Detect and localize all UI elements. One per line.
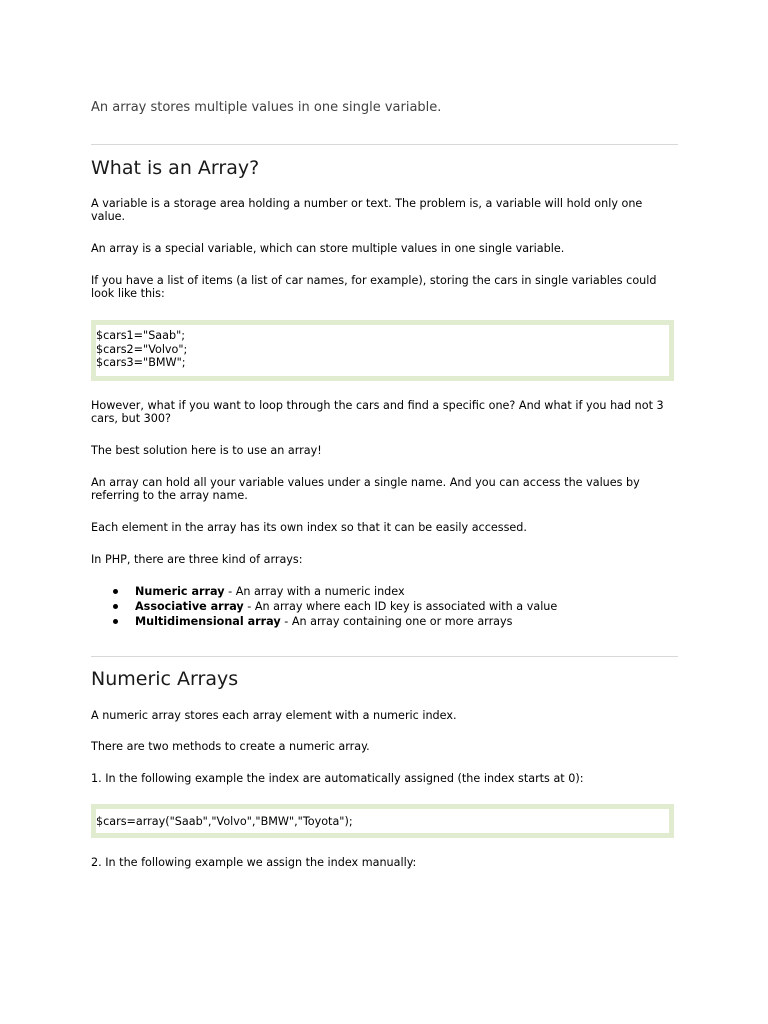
list-item-term: Multidimensional array [135, 615, 281, 628]
paragraph: Each element in the array has its own index so that it can be easily accessed. [91, 521, 527, 534]
section-heading-what-is-array: What is an Array? [91, 157, 260, 179]
bullet-icon [113, 604, 118, 609]
paragraph: There are two methods to create a numeric array. [91, 740, 370, 753]
paragraph: In PHP, there are three kind of arrays: [91, 553, 303, 566]
code-line: $cars=array("Saab","Volvo","BMW","Toyota"); [96, 815, 353, 828]
intro-text: An array stores multiple values in one single variable. [91, 100, 442, 115]
code-line: $cars1="Saab"; [96, 329, 186, 342]
list-item-desc: - An array where each ID key is associated with a value [243, 600, 558, 613]
paragraph: A variable is a storage area holding a number or text. The problem is, a variable will hold only one value. [91, 197, 643, 223]
paragraph: The best solution here is to use an array! [91, 444, 322, 457]
code-line: $cars3="BMW"; [96, 356, 186, 369]
section-heading-numeric-arrays: Numeric Arrays [91, 668, 239, 690]
paragraph: However, what if you want to loop through the cars and find a specific one? And what if you had not 3 cars, but 300? [91, 399, 664, 425]
bullet-icon [113, 619, 118, 624]
list-item-term: Numeric array [135, 585, 225, 598]
code-line: $cars2="Volvo"; [96, 342, 188, 356]
paragraph: An array can hold all your variable values under a single name. And you can access the values by referring to the array name. [91, 476, 640, 502]
paragraph: An array is a special variable, which can store multiple values in one single variable. [91, 242, 565, 255]
code-block-cars [91, 320, 674, 381]
list-item [91, 599, 557, 614]
paragraph: 1. In the following example the index are automatically assigned (the index starts at 0): [91, 772, 584, 785]
bullet-icon [113, 589, 118, 594]
divider [91, 144, 678, 145]
divider [91, 656, 678, 657]
list-item-desc: - An array containing one or more arrays [280, 615, 513, 628]
list-item [91, 614, 557, 629]
list-item [91, 584, 557, 599]
paragraph: A numeric array stores each array element with a numeric index. [91, 709, 457, 722]
paragraph: 2. In the following example we assign the index manually: [91, 856, 417, 869]
array-kinds-list [91, 584, 557, 629]
paragraph: If you have a list of items (a list of car names, for example), storing the cars in single variables could look like this: [91, 274, 657, 300]
list-item-term: Associative array [135, 600, 244, 613]
code-block-array [91, 804, 674, 838]
list-item-desc: - An array with a numeric index [224, 585, 405, 598]
